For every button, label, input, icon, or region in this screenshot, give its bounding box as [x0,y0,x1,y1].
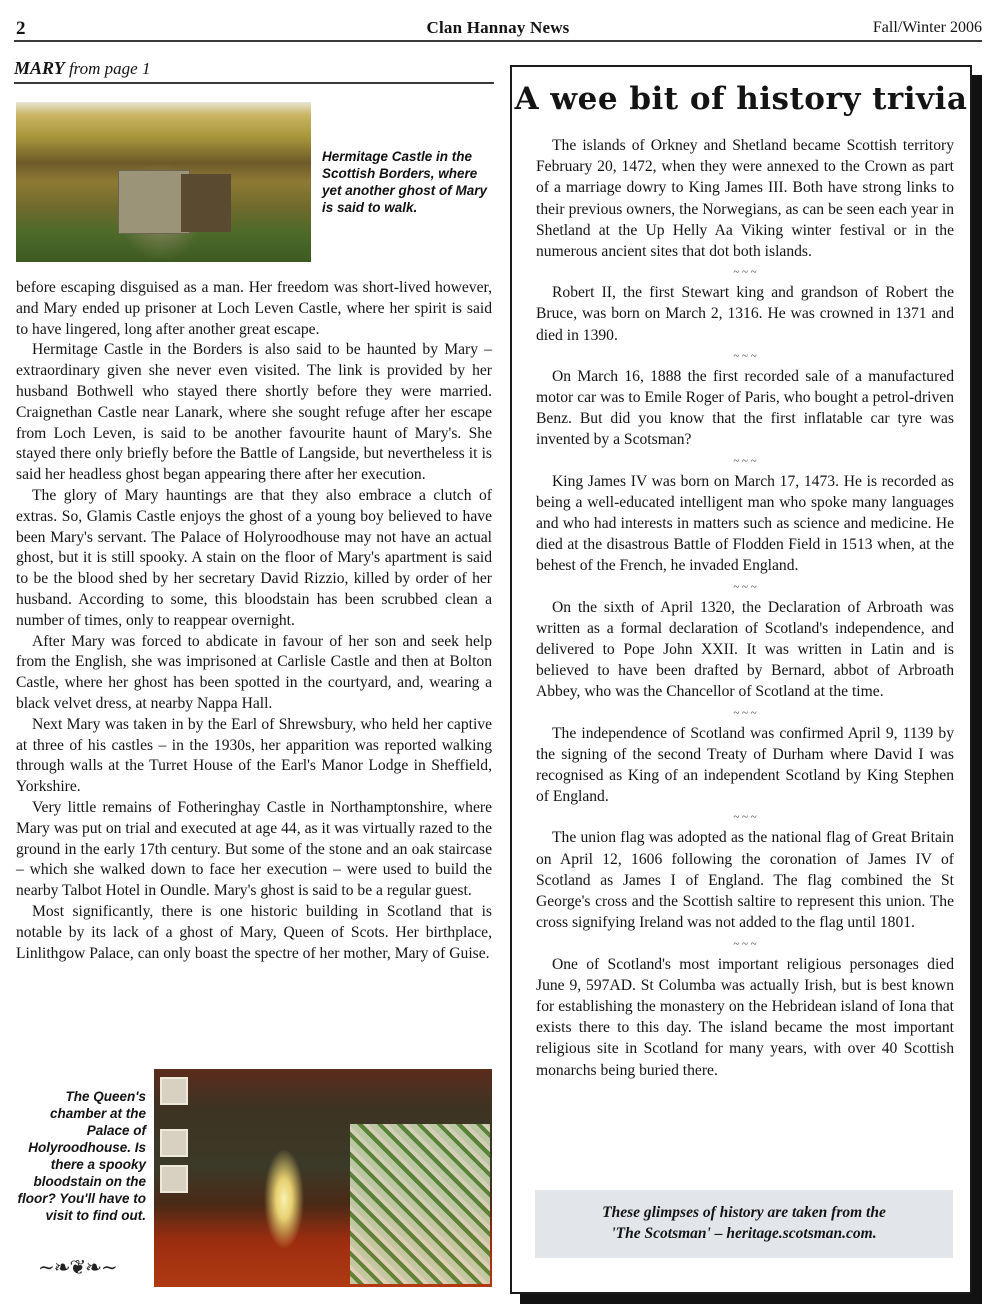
trivia-item: The independence of Scotland was confirmed April 9, 1139 by the signing of the second Treaty of Durham where David I was recognised as King of an independent Scotland by King Stephen of England. [536,724,954,806]
trivia-item: One of Scotland's most important religious personages died June 9, 597AD. St Columba was actually Irish, but is best known for establishing the monastery on the Hebridean island of Iona that exists there to this day. The island became the most important religious site in Scotland for many years, with over 40 Scottish monarchs being buried there. [536,955,954,1079]
separator: ~ ~ ~ [733,454,757,467]
credit-line-2: 'The Scotsman' – heritage.scotsman.com. [611,1225,877,1242]
trivia-item: King James IV was born on March 17, 1473. He is recorded as being a well-educated intelligent man who spoke many languages and who had interests in matters such as science and medicine. He died at the disastrous Battle of Flodden Field in 1513 when, at the behest of the French, he invaded England. [536,472,954,575]
separator: ~ ~ ~ [733,811,757,824]
continuation-heading [14,58,494,84]
separator: ~ ~ ~ [733,706,757,719]
page-header [14,16,982,42]
castle-shadow [181,174,231,232]
article-paragraph: The glory of Mary hauntings are that they also embrace a clutch of extras. So, Glamis Castle enjoys the ghost of a young boy believed to have been Mary's servant. The Palace of Holyroodhouse may not have an actual ghost, but it is still spooky. A stain on the floor of Mary's apartment is said to be the blood shed by her secretary David Rizzio, killed by order of her husband. According to some, this bloodstain has been scrubbed clean a number of times, only to reappear overnight. [16,486,492,629]
queens-chamber-photo [154,1069,492,1287]
trivia-item: Robert II, the first Stewart king and grandson of Robert the Bruce, was born on March 2, 1316. He was crowned in 1371 and died in 1390. [536,284,954,344]
canopy-bed-icon [350,1124,490,1284]
scroll-ornament-icon: ∼❧❦❧∼ [38,1257,117,1279]
trivia-item: On the sixth of April 1320, the Declaration of Arbroath was written as a formal declaration of Scotland's independence, and delivered to Pope John XXII. It was written in Latin and is believed to have been drafted by Bernard, abbot of Arbroath Abbey, who was the Chancellor of Scotland at the time. [536,598,954,701]
portrait-frame [160,1165,188,1193]
mary-article [16,278,492,964]
trivia-item: On March 16, 1888 the first recorded sale of a manufactured motor car was to Emile Roger of Paris, who bought a petrol-driven Benz. But did you know that the first inflatable car tyre was invented by a Scotsman? [536,367,954,449]
separator: ~ ~ ~ [733,266,757,279]
castle-icon [118,170,190,234]
trivia-box [510,65,972,1294]
source-credit [535,1190,953,1258]
article-paragraph: After Mary was forced to abdicate in favour of her son and seek help from the English, she was imprisoned at Carlisle Castle and then at Bolton Castle, where her ghost has been spotted in the courtyard, and, wearing a black velvet dress, at nearby Nappa Hall. [16,632,492,712]
separator: ~ ~ ~ [733,349,757,362]
photo-caption-queens-chamber: The Queen's chamber at the Palace of Holyroodhouse. Is there a spooky bloodstain on the floor? You'll have to visit to find out. [17,1089,146,1223]
continuation-label: from page 1 [68,59,151,78]
trivia-title: A wee bit of history trivia [514,81,968,117]
article-paragraph: before escaping disguised as a man. Her freedom was short-lived however, and Mary ended up prisoner at Loch Leven Castle, where her spirit is said to have lingered, long after another great escape. [16,279,492,338]
separator: ~ ~ ~ [733,580,757,593]
trivia-item: The islands of Orkney and Shetland became Scottish territory February 20, 1472, when they were annexed to the Crown as part of a marriage dowry to King James III. Both have strong links to their previous owners, the Norwegians, as can be seen each year in Shetland at the Up Helly Aa Viking winter festival or in the numerous ancient sites that dot both islands. [536,137,954,261]
article-paragraph: Next Mary was taken in by the Earl of Shrewsbury, who held her captive at three of his castles – in the 1930s, her apparition was reported walking through walls at the Turret House of the Earl's Manor Lodge in Sheffield, Yorkshire. [16,715,492,796]
issue-date: Fall/Winter 2006 [872,19,982,36]
trivia-list [536,135,954,1081]
hermitage-castle-photo [16,102,311,262]
separator: ~ ~ ~ [733,937,757,950]
article-paragraph: Hermitage Castle in the Borders is also said to be haunted by Mary – extraordinary given she never even visited. The link is provided by her husband Bothwell who stayed there shortly before they were married. Craignethan Castle near Lanark, where she sought refuge after her escape from Loch Leven, is said to be another favourite haunt of Mary's. She stayed there only briefly before the Battle of Langside, but nevertheless it is said her headless ghost began appearing there after her execution. [16,341,492,484]
continuation-name: MARY [14,58,65,78]
photo-caption-hermitage: Hermitage Castle in the Scottish Borders, where yet another ghost of Mary is said to walk. [322,149,488,215]
article-paragraph: Very little remains of Fotheringhay Castle in Northamptonshire, where Mary was put on trial and executed at age 44, as it was virtually razed to the ground in the early 17th century. But some of the stone and an oak staircase – which she walked down to face her execution – were used to build the nearby Talbot Hotel in Oundle. Mary's ghost is said to be a regular guest. [16,798,492,900]
credit-line-1: These glimpses of history are taken from the [602,1204,886,1221]
portrait-frame [160,1077,188,1105]
portrait-frame [160,1129,188,1157]
trivia-item: The union flag was adopted as the national flag of Great Britain on April 12, 1606 following the coronation of James IV of Scotland as James I of England. The flag combined the St George's cross and the Scottish saltire to represent this union. The cross signifying Ireland was not added to the flag until 1801. [536,829,954,932]
publication-title: Clan Hannay News [426,18,570,37]
page-number: 2 [16,18,26,39]
article-paragraph: Most significantly, there is one historic building in Scotland that is notable by its lack of a ghost of Mary, Queen of Scots. Her birthplace, Linlithgow Palace, can only boast the spectre of her mother, Mary of Guise. [16,902,492,962]
